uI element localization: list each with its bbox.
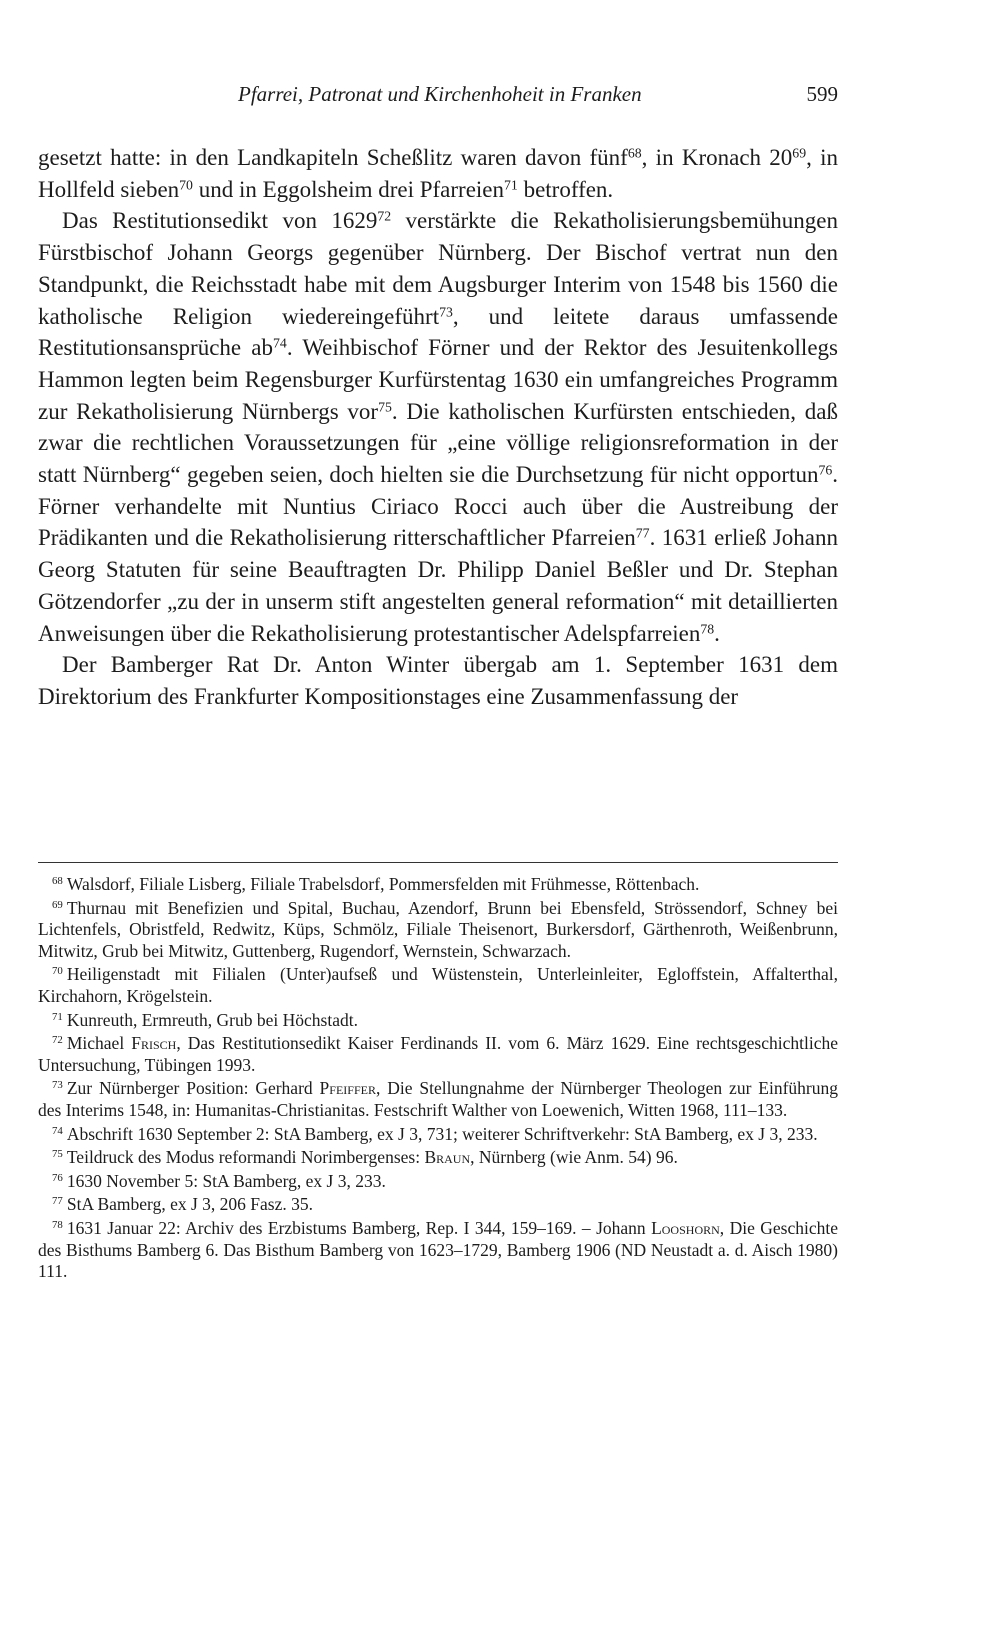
author-name: Braun bbox=[424, 1147, 471, 1168]
footnote-73 bbox=[38, 1078, 838, 1121]
footnote-text: , Die Stellungnahme der Nürnberger Theologen zur Einführung des Interims 1548, in: Humanitas-Christianitas. Festschrift Walther von Loewenich, Witten 1968, 111–133. bbox=[38, 1078, 838, 1120]
text-run: . 1631 erließ Johann Georg Statuten für seine Beauftragten Dr. Philipp Daniel Beßler und Dr. Stephan Götzendorfer „zu der in unserm stift angestelten general reformation“ mit detaillierten Anweisungen über die Rekatholisierung protestantischer Adelspfarreien bbox=[38, 525, 838, 646]
paragraph-3: Der Bamberger Rat Dr. Anton Winter übergab am 1. September 1631 dem Direktorium des Frankfurter Kompositionstages eine Zusammenfassung der bbox=[38, 652, 838, 709]
text-run: . Förner verhandelte mit Nuntius Ciriaco Rocci auch über die Austreibung der Prädikanten und die Rekatholisierung ritterschaftlicher Pfarreien bbox=[38, 462, 838, 551]
footnote-number: 70 bbox=[52, 965, 63, 978]
footnote-69 bbox=[38, 898, 838, 963]
text-run: . Die katholischen Kurfürsten entschieden, daß zwar die rechtlichen Voraussetzungen für „eine völlige religionsreformation in der statt Nürnberg“ gegeben seien, doch hielten sie die Durchsetzung für nicht opportun bbox=[38, 398, 838, 488]
footnote-number: 69 bbox=[52, 898, 63, 911]
author-name: Frisch bbox=[131, 1033, 177, 1054]
footnote-ref-77[interactable]: 77 bbox=[635, 525, 650, 541]
footnote-77 bbox=[38, 1194, 838, 1216]
footnote-number: 78 bbox=[52, 1218, 63, 1231]
footnote-ref-71[interactable]: 71 bbox=[504, 177, 518, 193]
author-name: Pfeiffer bbox=[319, 1078, 376, 1099]
footnote-text: Michael bbox=[66, 1033, 132, 1054]
footnote-ref-76[interactable]: 76 bbox=[818, 462, 833, 478]
footnote-text: , Das Restitutionsedikt Kaiser Ferdinands II. vom 6. März 1629. Eine rechtsgeschichtliche Untersuchung, Tübingen 1993. bbox=[38, 1033, 838, 1075]
footnote-number: 77 bbox=[52, 1195, 63, 1208]
running-title: Pfarrei, Patronat und Kirchenhoheit in Franken bbox=[238, 82, 642, 106]
text-run: , in Hollfeld sieben bbox=[38, 145, 839, 202]
footnote-ref-75[interactable]: 75 bbox=[378, 399, 392, 415]
footnote-text: Zur Nürnberger Position: Gerhard bbox=[66, 1078, 320, 1099]
footnote-number: 74 bbox=[52, 1124, 63, 1137]
footnote-ref-73[interactable]: 73 bbox=[439, 303, 453, 319]
paragraph-1 bbox=[38, 142, 838, 205]
footnote-70 bbox=[38, 964, 838, 1007]
text-run: Das Restitutionsedikt von 1629 bbox=[62, 208, 378, 234]
footnote-text: Thurnau mit Benefizien und Spital, Buchau, Azendorf, Brunn bei Ebensfeld, Strössendorf, Schney bei Lichtenfels, Obristfeld, Redwitz, Küps, Schmölz, Filiale Theisenort, Burkersdorf, Gärthenroth, Weißenbrunn, Mitwitz, Grub bei Mitwitz, Guttenberg, Rugendorf, Wernstein, Schwarzach. bbox=[38, 897, 838, 961]
footnote-text: Abschrift 1630 September 2: StA Bamberg, ex J 3, 731; weiterer Schriftverkehr: StA Bamberg, ex J 3, 233. bbox=[66, 1123, 818, 1144]
footnote-ref-70[interactable]: 70 bbox=[179, 177, 193, 193]
footnote-72 bbox=[38, 1033, 838, 1076]
page-number: 599 bbox=[806, 82, 838, 106]
footnote-ref-72[interactable]: 72 bbox=[377, 208, 392, 224]
footnote-text: 1631 Januar 22: Archiv des Erzbistums Bamberg, Rep. I 344, 159–169. – Johann bbox=[66, 1217, 652, 1238]
footnote-number: 75 bbox=[52, 1148, 63, 1161]
footnote-text: StA Bamberg, ex J 3, 206 Fasz. 35. bbox=[66, 1194, 313, 1215]
footnote-78 bbox=[38, 1218, 838, 1283]
footnote-text: 1630 November 5: StA Bamberg, ex J 3, 233. bbox=[66, 1170, 386, 1191]
footnote-ref-78[interactable]: 78 bbox=[700, 620, 715, 636]
footnote-text: , Die Geschichte des Bisthums Bamberg 6. Das Bisthum Bamberg von 1623–1729, Bamberg 1906 (ND Neustadt a. d. Aisch 1980) 111. bbox=[38, 1217, 838, 1282]
text-run: . Weihbischof Förner und der Rektor des Jesuitenkollegs Hammon legten beim Regensburger Kurfürstentag 1630 ein umfangreiches Programm zur Rekatholisierung Nürnbergs vor bbox=[38, 335, 838, 424]
text-run: , und leitete daraus umfassende Restitutionsansprüche ab bbox=[38, 303, 838, 361]
text-run: verstärkte die Rekatholisierungsbemühungen Fürstbischof Johann Georgs gegenüber Nürnberg. Der Bischof vertrat nun den Standpunkt, die Reichsstadt habe mit dem Augsburger Interim von 1548 bis 1560 die katholische Religion wiedereingeführt bbox=[38, 208, 838, 329]
footnote-text: Heiligenstadt mit Filialen (Unter)aufseß und Wüstenstein, Unterleinleiter, Egloffstein, Affalterthal, Kirchahorn, Krögelstein. bbox=[38, 964, 838, 1006]
footnote-separator bbox=[38, 862, 838, 863]
footnote-76 bbox=[38, 1171, 838, 1193]
footnote-ref-74[interactable]: 74 bbox=[273, 335, 287, 351]
footnote-number: 68 bbox=[52, 875, 63, 888]
footnote-68 bbox=[38, 874, 838, 896]
footnote-text: Teildruck des Modus reformandi Norimbergenses: bbox=[66, 1147, 425, 1168]
footnote-74 bbox=[38, 1124, 838, 1146]
body-text bbox=[38, 142, 838, 713]
text-run: und in Eggolsheim drei Pfarreien bbox=[192, 176, 505, 202]
footnote-number: 76 bbox=[52, 1171, 63, 1184]
footnote-text: Kunreuth, Ermreuth, Grub bei Höchstadt. bbox=[66, 1009, 358, 1030]
text-run: betroffen. bbox=[517, 176, 614, 202]
footnote-text: Walsdorf, Filiale Lisberg, Filiale Trabelsdorf, Pommersfelden mit Frühmesse, Röttenbach. bbox=[66, 874, 700, 894]
footnote-ref-68[interactable]: 68 bbox=[627, 145, 642, 161]
footnote-number: 73 bbox=[52, 1079, 63, 1092]
footnote-number: 72 bbox=[52, 1034, 63, 1047]
paragraph-2 bbox=[38, 205, 838, 649]
footnote-text: , Nürnberg (wie Anm. 54) 96. bbox=[470, 1147, 678, 1168]
page-header bbox=[38, 82, 838, 114]
footnote-71 bbox=[38, 1010, 838, 1032]
footnotes bbox=[38, 874, 838, 1283]
author-name: Looshorn bbox=[651, 1217, 720, 1238]
text-run: . bbox=[714, 620, 720, 646]
text-run: gesetzt hatte: in den Landkapiteln Scheßlitz waren davon fünf bbox=[38, 145, 628, 170]
footnote-number: 71 bbox=[52, 1010, 63, 1023]
text-run: , in Kronach 20 bbox=[641, 145, 793, 170]
footnote-75 bbox=[38, 1147, 838, 1169]
footnote-ref-69[interactable]: 69 bbox=[792, 145, 807, 161]
